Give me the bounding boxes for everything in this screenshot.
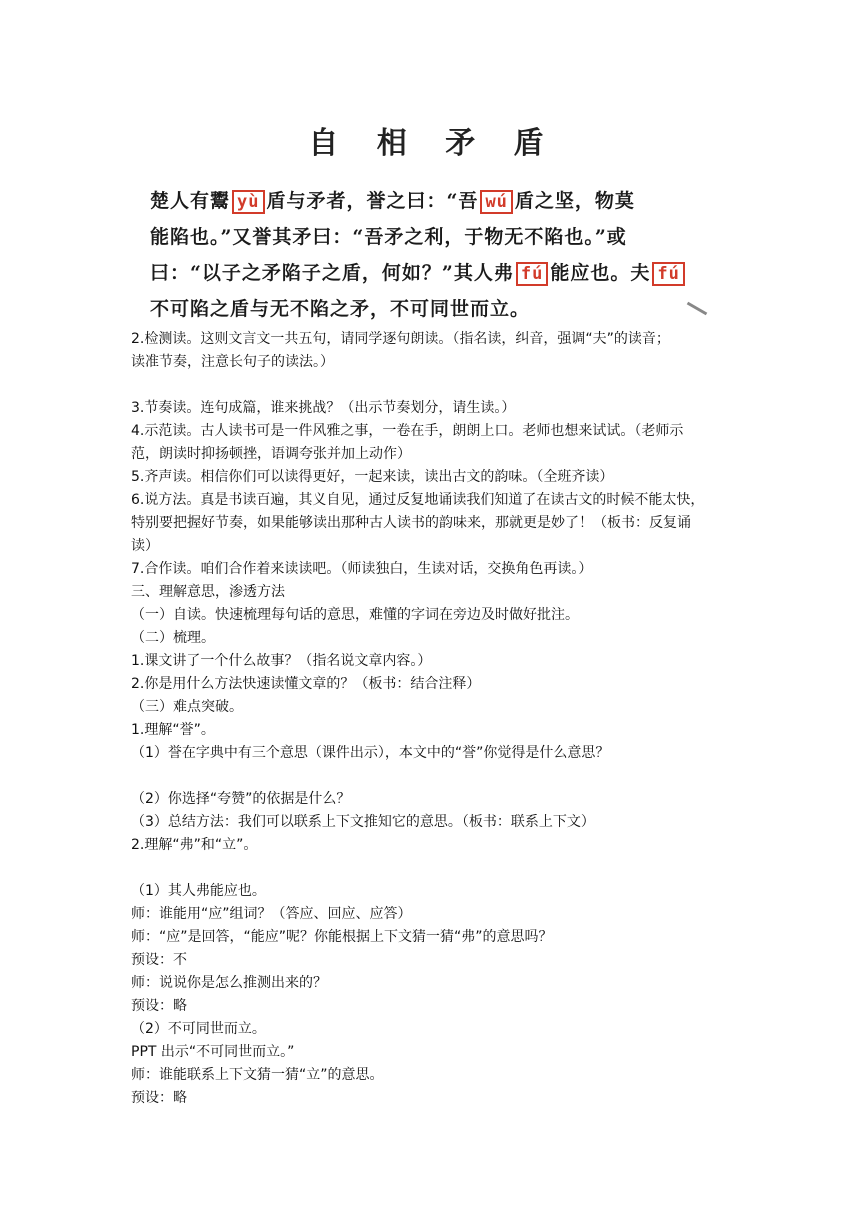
excerpt-text: 盾与矛者，誉之曰：“吾 xyxy=(266,190,479,212)
text-line: （2）不可同世而立。 xyxy=(131,1021,266,1037)
pinyin-box: fú xyxy=(516,262,548,286)
section-heading: 三、理解意思，渗透方法 xyxy=(131,584,285,600)
text-line: 2.理解“弗”和“立”。 xyxy=(131,837,258,853)
text-line: 1.课文讲了一个什么故事？（指名说文章内容。） xyxy=(131,653,432,669)
pinyin-box: fú xyxy=(652,262,684,286)
text-line: 2.你是用什么方法快速读懂文章的？（板书：结合注释） xyxy=(131,676,481,692)
text-line: 7.合作读。咱们合作着来读读吧。（师读独白，生读对话，交换角色再读。） xyxy=(131,561,593,577)
excerpt-text: 能陷也。”又誉其矛曰：“吾矛之利，于物无不陷也。”或 xyxy=(150,226,627,248)
text-line: （2）你选择“夸赞”的依据是什么？ xyxy=(131,791,351,807)
pinyin-box: yù xyxy=(232,190,264,214)
excerpt-text: 盾之坚，物莫 xyxy=(514,190,635,212)
pen-mark xyxy=(687,302,708,316)
text-line: （二）梳理。 xyxy=(131,630,215,646)
excerpt-line-4 xyxy=(150,294,530,321)
text-line: 师：说说你是怎么推测出来的？ xyxy=(131,975,327,991)
text-line: 师：谁能联系上下文猜一猜“立”的意思。 xyxy=(131,1067,384,1083)
excerpt-title: 自 相 矛 盾 xyxy=(308,126,558,161)
text-line: PPT 出示“不可同世而立。” xyxy=(131,1044,295,1060)
text-line: （1）誉在字典中有三个意思（课件出示），本文中的“誉”你觉得是什么意思？ xyxy=(131,745,610,761)
text-line: 1.理解“誉”。 xyxy=(131,722,215,738)
text-line: 师：谁能用“应”组词？（答应、回应、应答） xyxy=(131,906,412,922)
excerpt-line-2 xyxy=(150,222,627,249)
textbook-excerpt-image xyxy=(136,106,730,324)
text-line: 预设：不 xyxy=(131,952,187,968)
text-line: （1）其人弗能应也。 xyxy=(131,883,266,899)
text-line: 特别要把握好节奏，如果能够读出那种古人读书的韵味来，那就更是妙了！（板书：反复诵 xyxy=(131,515,691,531)
excerpt-text: 能应也。夫 xyxy=(550,262,651,284)
pinyin-box: wú xyxy=(480,190,512,214)
excerpt-text: 曰：“以子之矛陷子之盾，何如？”其人弗 xyxy=(150,262,514,284)
text-line: 读） xyxy=(131,538,159,554)
excerpt-text: 楚人有鬻 xyxy=(150,190,231,212)
text-line: 6.说方法。真是书读百遍，其义自见，通过反复地诵读我们知道了在读古文的时候不能太快， xyxy=(131,492,705,508)
text-line: 读准节奏，注意长句子的读法。） xyxy=(131,354,334,370)
text-line: （三）难点突破。 xyxy=(131,699,243,715)
text-line: （3）总结方法：我们可以联系上下文推知它的意思。（板书：联系上下文） xyxy=(131,814,595,830)
text-line: （一）自读。快速梳理每句话的意思，难懂的字词在旁边及时做好批注。 xyxy=(131,607,579,623)
text-line: 2.检测读。这则文言文一共五句，请同学逐句朗读。（指名读，纠音，强调“夫”的读音； xyxy=(131,331,670,347)
text-line: 5.齐声读。相信你们可以读得更好，一起来读，读出古文的韵味。（全班齐读） xyxy=(131,469,614,485)
text-line: 预设：略 xyxy=(131,1090,187,1106)
text-line: 预设：略 xyxy=(131,998,187,1014)
text-line: 师：“应”是回答，“能应”呢？你能根据上下文猜一猜“弗”的意思吗？ xyxy=(131,929,553,945)
excerpt-text: 不可陷之盾与无不陷之矛，不可同世而立。 xyxy=(150,298,531,320)
text-line: 4.示范读。古人读书可是一件风雅之事，一卷在手，朗朗上口。老师也想来试试。（老师示 xyxy=(131,423,684,439)
excerpt-line-3 xyxy=(150,258,687,286)
text-line: 3.节奏读。连句成篇，谁来挑战？（出示节奏划分，请生读。） xyxy=(131,400,516,416)
text-line: 范，朗读时抑扬顿挫，语调夸张并加上动作） xyxy=(131,446,411,462)
excerpt-line-1 xyxy=(150,186,635,214)
